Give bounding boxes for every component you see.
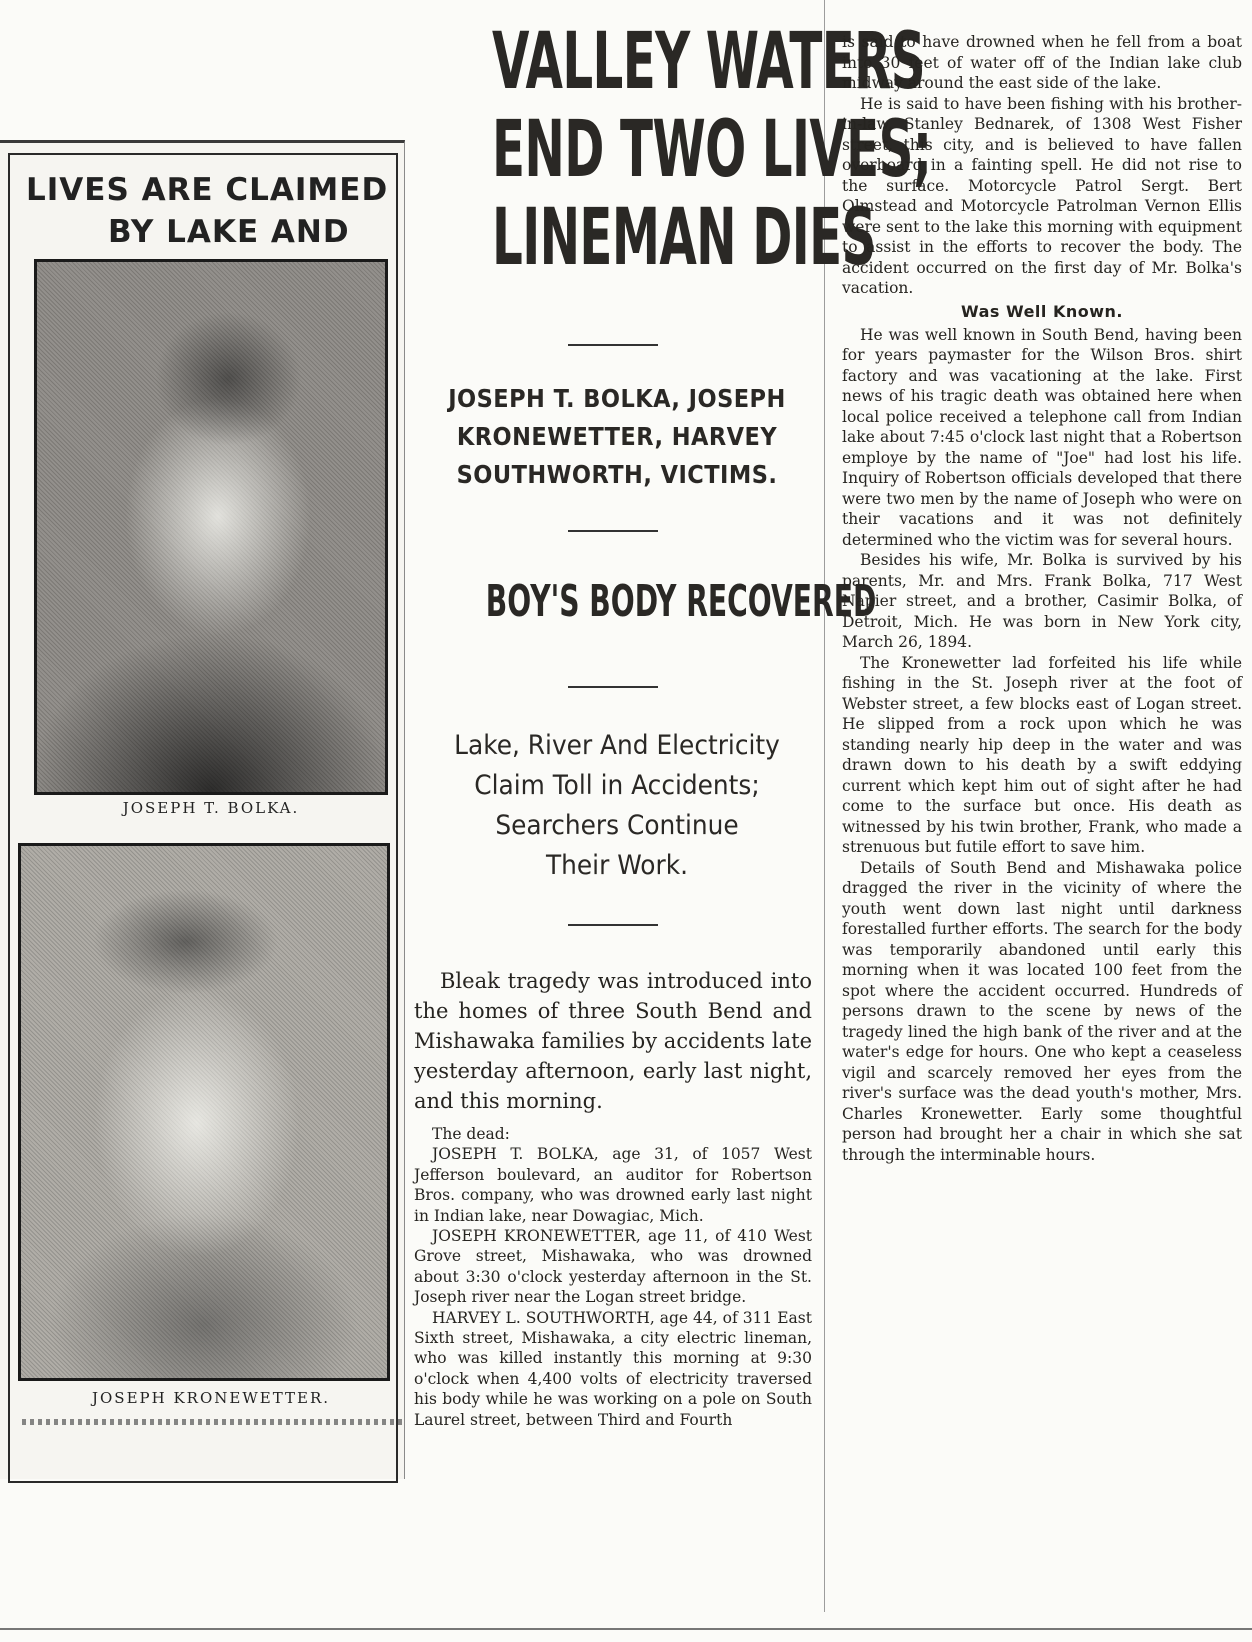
deck-summary	[428, 726, 805, 886]
article-paragraph: He was well known in South Bend, having been for years paymaster for the Wilson Bros. shirt factory and was vacationing at the lake. First news of his tragic death was obtained here when local police received a telephone call from Indian lake about 7:45 o'clock last night that a Robertson employe by the name of "Joe" had lost his life. Inquiry of Robertson officials developed that there were two men by the name of Joseph who were on their vacations and it was not definitely determined who the victim was for several hours.	[842, 325, 1242, 549]
article-paragraph: He is said to have been fishing with his brother-in-law, Stanley Bednarek, of 1308 West Fisher street, this city, and is believed to have fallen overboard in a fainting spell. He did not rise to the surface. Motorcycle Patrol Sergt. Bert Olmstead and Motorcycle Patrolman Vernon Ellis were sent to the lake this morning with equipment to assist in the efforts to recover the body. The accident occurred on the first day of Mr. Bolka's vacation.	[842, 94, 1242, 297]
sidebar-clipping	[0, 140, 405, 1479]
article-paragraph: The Kronewetter lad forfeited his life while fishing in the St. Joseph river at the foot of Webster street, a few blocks east of Logan street. He slipped from a rock upon which he was standing nearly hip deep in the water and was drawn down to his death by a swift eddying current which kept him out of sight after he had come to the surface but once. His death as witnessed by his twin brother, Frank, who made a strenuous but futile effort to save him.	[842, 653, 1242, 856]
headline-line: END TWO LIVES;	[492, 105, 932, 195]
lead-text: Bleak tragedy was introduced into the homes of three South Bend and Mishawaka families by accidents late yesterday afternoon, early last night, and this morning.	[414, 969, 812, 1113]
victim-entry-bolka: JOSEPH T. BOLKA, age 31, of 1057 West Jefferson boulevard, an auditor for Robertson Bros. company, who was drowned early last night in Indian lake, near Dowagiac, Mich.	[414, 1145, 812, 1225]
victims-list	[414, 1124, 812, 1430]
article-paragraph: Besides his wife, Mr. Bolka is survived by his parents, Mr. and Mrs. Frank Bolka, 717 West Napier street, and a brother, Casimir Bolka, of Detroit, Mich. He was born in New York city, March 26, 1894.	[842, 551, 1242, 651]
divider-rule	[568, 344, 658, 346]
divider-rule	[568, 686, 658, 688]
deck-line: SOUTHWORTH, VICTIMS.	[456, 460, 778, 489]
main-article-column	[404, 0, 932, 1612]
victim-entry-kronewetter: JOSEPH KRONEWETTER, age 11, of 410 West Grove street, Mishawaka, who was drowned about 3:30 o'clock yesterday afternoon in the St. Joseph river near the Logan street bridge.	[414, 1227, 812, 1307]
continued-article-column	[842, 32, 1242, 1592]
deck-line: Their Work.	[545, 850, 688, 881]
deck-line: JOSEPH T. BOLKA, JOSEPH	[448, 384, 786, 413]
page-bottom-edge	[0, 1628, 1252, 1630]
decorative-border	[22, 1419, 402, 1425]
main-headline	[492, 17, 932, 283]
dead-label: The dead:	[432, 1125, 510, 1143]
deck-victims	[433, 380, 802, 494]
deck-body-recovered: BOY'S BODY RECOVERED	[485, 576, 877, 627]
portrait-photo-bolka	[34, 259, 388, 795]
deck-line: Claim Toll in Accidents;	[474, 770, 760, 801]
article-paragraph: is said to have drowned when he fell from a boat into 30 feet of water off of the Indian lake club midway around the east side of the lake.	[842, 33, 1242, 92]
divider-rule	[568, 530, 658, 532]
deck-line: Lake, River And Electricity	[454, 730, 780, 761]
article-body	[842, 32, 1242, 1165]
article-paragraph: Details of South Bend and Mishawaka police dragged the river in the vicinity of where the youth went down last night until darkness forestalled further efforts. The search for the body was temporarily abandoned until early this morning when it was located 100 feet from the spot where the accident occurred. Hundreds of persons drawn to the scene by news of the tragedy lined the high bank of the river and at the water's edge for hours. One who kept a ceaseless vigil and scarcely removed her eyes from the river's surface was the dead youth's mother, Mrs. Charles Kronewetter. Early some thoughtful person had brought her a chair in which she sat through the interminable hours.	[842, 858, 1242, 1164]
photo-caption-bolka: JOSEPH T. BOLKA.	[122, 799, 300, 817]
photo-caption-kronewetter: JOSEPH KRONEWETTER.	[91, 1389, 331, 1407]
victim-entry-southworth: HARVEY L. SOUTHWORTH, age 44, of 311 East Sixth street, Mishawaka, a city electric lineman, who was killed instantly this morning at 9:30 o'clock when 4,400 volts of electricity traversed his body while he was working on a pole on South Laurel street, between Third and Fourth	[414, 1308, 812, 1429]
sidebar-frame	[8, 153, 398, 1483]
headline-line: VALLEY WATERS	[492, 17, 925, 107]
portrait-photo-kronewetter	[18, 843, 390, 1381]
headline-line: LINEMAN DIES	[492, 193, 876, 283]
subhead-was-well-known: Was Well Known.	[961, 301, 1123, 321]
sidebar-headline-line1: LIVES ARE CLAIMED	[26, 172, 389, 208]
lead-paragraph	[414, 966, 812, 1116]
divider-rule	[568, 924, 658, 926]
sidebar-headline-line2: BY LAKE AND	[108, 214, 350, 250]
deck-line: KRONEWETTER, HARVEY	[456, 422, 778, 451]
deck-line: Searchers Continue	[495, 810, 739, 841]
